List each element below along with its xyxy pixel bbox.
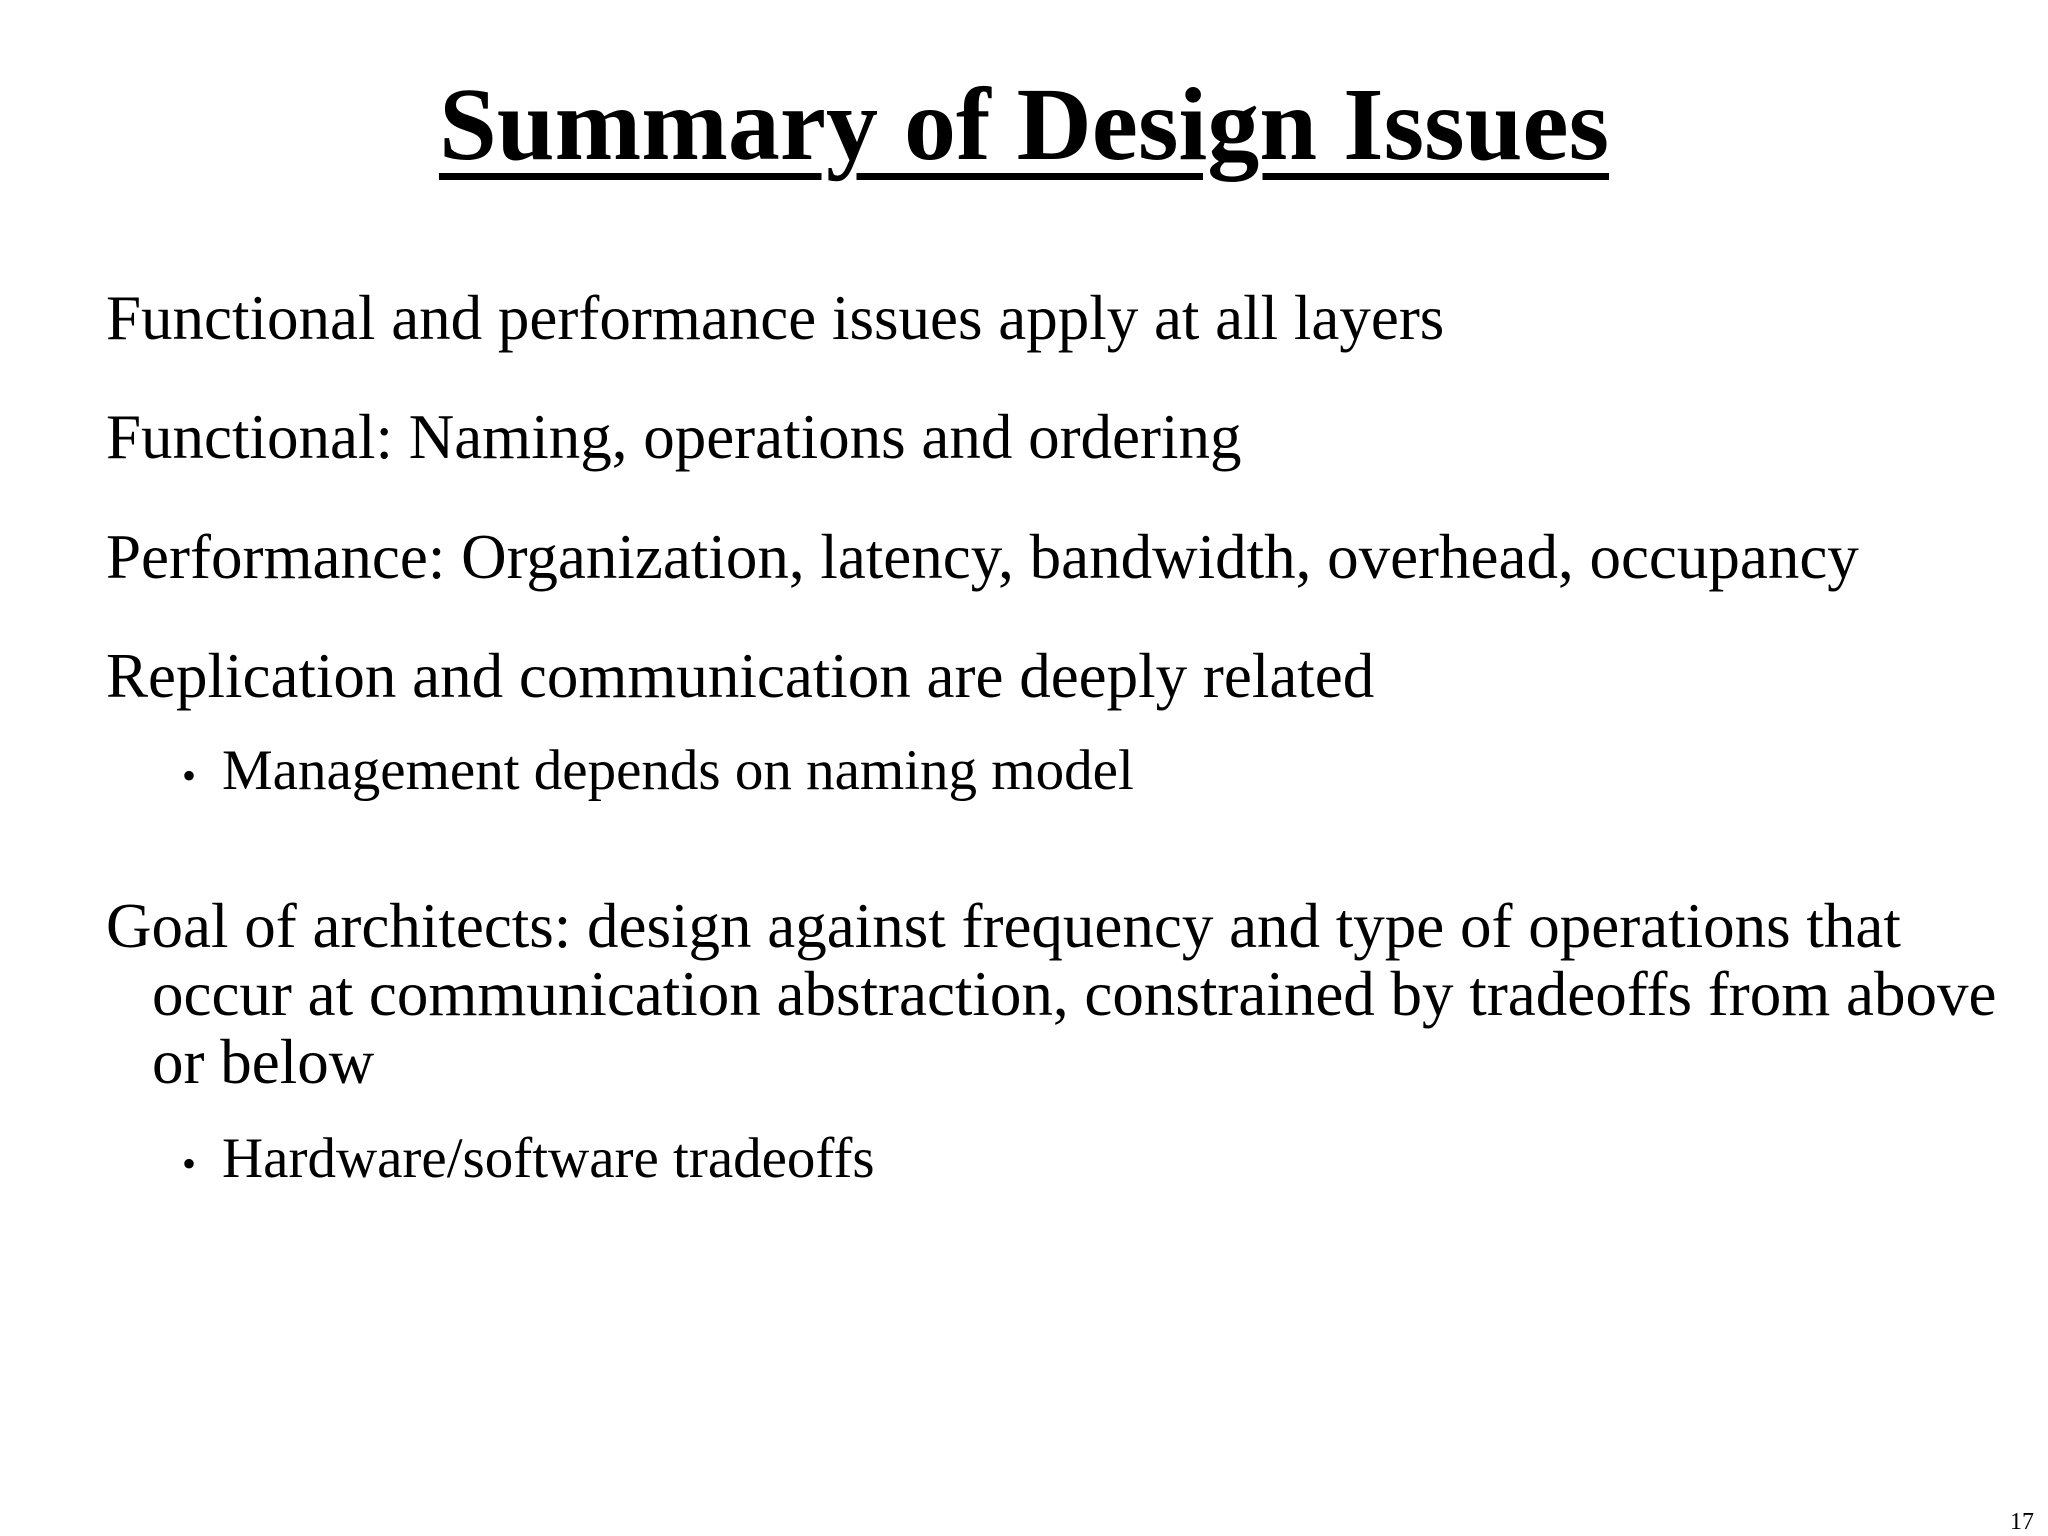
bullet-icon: •: [182, 753, 197, 798]
point-replication: Replication and communication are deeply related: [106, 641, 1375, 711]
point-functional: Functional: Naming, operations and ordering: [106, 402, 1242, 472]
page-number: 17: [2010, 1509, 2034, 1535]
sub-point-management: [182, 740, 1134, 802]
slide-title: Summary of Design Issues: [438, 67, 1610, 182]
point-goal: Goal of architects: design against frequency and type of operations that occur at communication abstraction, constrained by tradeoffs from above or below: [106, 891, 1997, 1098]
sub-point-tradeoffs-text: Hardware/software tradeoffs: [222, 1127, 875, 1190]
point-performance: Performance: Organization, latency, bandwidth, overhead, occupancy: [106, 522, 1859, 592]
point-functional-performance: Functional and performance issues apply at all layers: [106, 283, 1445, 353]
bullet-icon: •: [182, 1141, 197, 1186]
sub-point-management-text: Management depends on naming model: [222, 739, 1134, 802]
sub-point-tradeoffs: [182, 1128, 875, 1190]
